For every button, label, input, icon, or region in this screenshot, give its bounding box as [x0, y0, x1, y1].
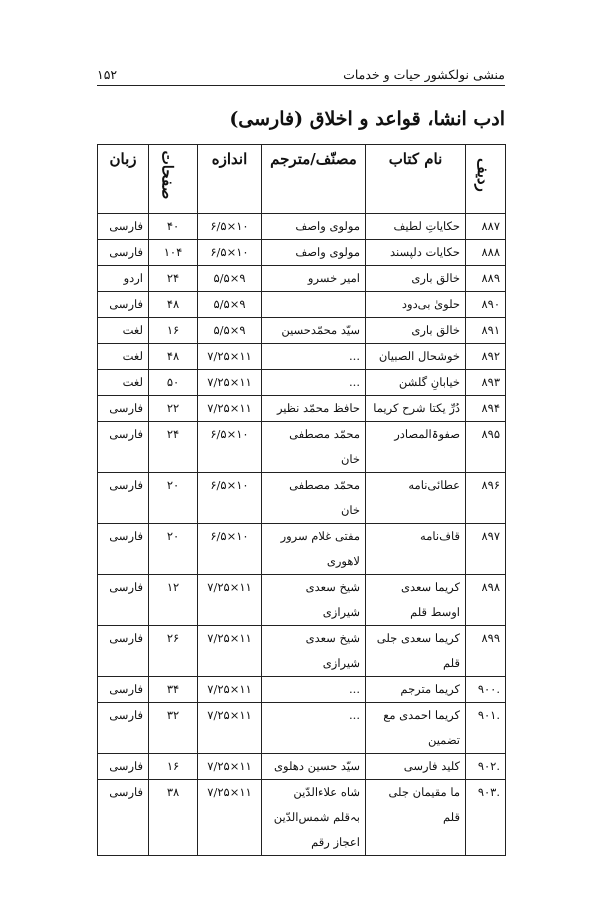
table-row: [98, 703, 506, 754]
table-row: [98, 266, 506, 292]
header-pages: صفحات: [149, 145, 198, 214]
cell-size: ۱۱×۷/۲۵: [198, 677, 262, 703]
cell-language: فارسی: [98, 524, 149, 575]
cell-author: ...: [262, 677, 366, 703]
cell-pages: ۱۶: [149, 318, 198, 344]
cell-language: فارسی: [98, 214, 149, 240]
cell-serial-number: ۸۹۳: [466, 370, 506, 396]
cell-pages: ۱۶: [149, 754, 198, 780]
section-title: ادب انشا، قواعد و اخلاق (فارسی): [229, 108, 505, 130]
cell-serial-number: ۸۹۴: [466, 396, 506, 422]
table-header-row: [98, 145, 506, 214]
running-head-title: منشی نولکشور حیات و خدمات: [343, 67, 505, 82]
table-row: [98, 524, 506, 575]
cell-size: ۱۱×۷/۲۵: [198, 754, 262, 780]
cell-book-title: کلید فارسی: [366, 754, 466, 780]
cell-book-title: حکایات دلپسند: [366, 240, 466, 266]
cell-pages: ۲۲: [149, 396, 198, 422]
cell-size: ۱۰×۶/۵: [198, 524, 262, 575]
table-row: [98, 214, 506, 240]
cell-size: ۱۰×۶/۵: [198, 240, 262, 266]
cell-language: فارسی: [98, 240, 149, 266]
header-language: زبان: [98, 145, 149, 214]
cell-language: فارسی: [98, 703, 149, 754]
cell-language: فارسی: [98, 626, 149, 677]
cell-size: ۱۱×۷/۲۵: [198, 626, 262, 677]
cell-book-title: دُرِّ یکتا شرح کریما: [366, 396, 466, 422]
cell-book-title: صفوۃالمصادر: [366, 422, 466, 473]
cell-size: ۹×۵/۵: [198, 318, 262, 344]
cell-language: اردو: [98, 266, 149, 292]
header-serial-number: ردیف: [466, 145, 506, 214]
cell-author: شیخ سعدی شیرازی: [262, 575, 366, 626]
cell-size: ۹×۵/۵: [198, 266, 262, 292]
cell-language: فارسی: [98, 396, 149, 422]
cell-pages: ۳۲: [149, 703, 198, 754]
cell-language: فارسی: [98, 754, 149, 780]
table-row: [98, 240, 506, 266]
running-head: [97, 64, 505, 86]
cell-pages: ۴۰: [149, 214, 198, 240]
cell-serial-number: .۹۰۱: [466, 703, 506, 754]
cell-serial-number: ۸۹۰: [466, 292, 506, 318]
cell-language: فارسی: [98, 677, 149, 703]
cell-serial-number: ۸۹۹: [466, 626, 506, 677]
cell-pages: ۳۸: [149, 780, 198, 856]
header-book-title: نام کتاب: [366, 145, 466, 214]
page-number: ۱۵۲: [97, 67, 118, 82]
cell-language: فارسی: [98, 473, 149, 524]
cell-serial-number: ۸۹۷: [466, 524, 506, 575]
cell-language: فارسی: [98, 780, 149, 856]
cell-author: امیر خسرو: [262, 266, 366, 292]
cell-book-title: عطائی‌نامه: [366, 473, 466, 524]
cell-author: مفتی غلام سرور لاهوری: [262, 524, 366, 575]
cell-size: ۱۰×۶/۵: [198, 214, 262, 240]
cell-serial-number: ۸۹۲: [466, 344, 506, 370]
cell-book-title: خوشحال الصبیان: [366, 344, 466, 370]
cell-pages: ۲۴: [149, 266, 198, 292]
cell-author: ...: [262, 344, 366, 370]
cell-size: ۱۱×۷/۲۵: [198, 575, 262, 626]
cell-book-title: حلویٰ بی‌دود: [366, 292, 466, 318]
table-row: [98, 396, 506, 422]
cell-pages: ۲۰: [149, 473, 198, 524]
cell-size: ۹×۵/۵: [198, 292, 262, 318]
cell-book-title: کریما سعدی اوسط قلم: [366, 575, 466, 626]
cell-serial-number: .۹۰۲: [466, 754, 506, 780]
cell-author: مولوی واصف: [262, 240, 366, 266]
cell-author: محمّد مصطفی خان: [262, 473, 366, 524]
table-row: [98, 677, 506, 703]
table-row: [98, 780, 506, 856]
table-row: [98, 318, 506, 344]
cell-size: ۱۱×۷/۲۵: [198, 780, 262, 856]
cell-serial-number: ۸۹۵: [466, 422, 506, 473]
cell-author: سیّد حسین دهلوی: [262, 754, 366, 780]
cell-book-title: خیابانِ گلشن: [366, 370, 466, 396]
cell-serial-number: ۸۹۶: [466, 473, 506, 524]
cell-pages: ۱۲: [149, 575, 198, 626]
cell-book-title: خالق باری: [366, 318, 466, 344]
cell-size: ۱۱×۷/۲۵: [198, 396, 262, 422]
cell-pages: ۱۰۴: [149, 240, 198, 266]
table-row: [98, 754, 506, 780]
cell-serial-number: ۸۹۱: [466, 318, 506, 344]
table-row: [98, 473, 506, 524]
cell-book-title: ما مقیمان جلی قلم: [366, 780, 466, 856]
table-row: [98, 575, 506, 626]
cell-language: فارسی: [98, 292, 149, 318]
table-row: [98, 344, 506, 370]
header-author: مصنّف/مترجم: [262, 145, 366, 214]
cell-author: سیّد محمّدحسین: [262, 318, 366, 344]
table-row: [98, 370, 506, 396]
cell-size: ۱۱×۷/۲۵: [198, 370, 262, 396]
cell-author: شیخ سعدی شیرازی: [262, 626, 366, 677]
cell-language: فارسی: [98, 575, 149, 626]
cell-pages: ۲۰: [149, 524, 198, 575]
table-row: [98, 292, 506, 318]
cell-author: ...: [262, 370, 366, 396]
cell-author: شاه علاءالدّین بہ‌قلم شمس‌الدّین اعجاز رقم: [262, 780, 366, 856]
cell-size: ۱۰×۶/۵: [198, 473, 262, 524]
cell-language: لغت: [98, 344, 149, 370]
cell-serial-number: ۸۸۸: [466, 240, 506, 266]
cell-author: مولوی واصف: [262, 214, 366, 240]
cell-pages: ۴۸: [149, 292, 198, 318]
cell-pages: ۵۰: [149, 370, 198, 396]
cell-language: فارسی: [98, 422, 149, 473]
cell-serial-number: .۹۰۰: [466, 677, 506, 703]
cell-size: ۱۱×۷/۲۵: [198, 703, 262, 754]
cell-size: ۱۰×۶/۵: [198, 422, 262, 473]
cell-pages: ۳۴: [149, 677, 198, 703]
cell-size: ۱۱×۷/۲۵: [198, 344, 262, 370]
cell-author: ...: [262, 703, 366, 754]
cell-serial-number: ۸۸۹: [466, 266, 506, 292]
cell-book-title: کریما احمدی مع تضمین: [366, 703, 466, 754]
cell-book-title: خالق باری: [366, 266, 466, 292]
cell-pages: ۴۸: [149, 344, 198, 370]
cell-serial-number: ۸۸۷: [466, 214, 506, 240]
table-row: [98, 422, 506, 473]
cell-serial-number: .۹۰۳: [466, 780, 506, 856]
table-body: [98, 214, 506, 856]
cell-book-title: قاف‌نامه: [366, 524, 466, 575]
cell-author: محمّد مصطفی خان: [262, 422, 366, 473]
table-row: [98, 626, 506, 677]
cell-book-title: کریما مترجم: [366, 677, 466, 703]
cell-serial-number: ۸۹۸: [466, 575, 506, 626]
cell-language: لغت: [98, 370, 149, 396]
cell-pages: ۲۶: [149, 626, 198, 677]
book-catalog-table: [97, 144, 506, 856]
cell-author: [262, 292, 366, 318]
cell-book-title: حکایاتِ لطیف: [366, 214, 466, 240]
cell-book-title: کریما سعدی جلی قلم: [366, 626, 466, 677]
cell-pages: ۲۴: [149, 422, 198, 473]
header-size: اندازه: [198, 145, 262, 214]
cell-language: لغت: [98, 318, 149, 344]
cell-author: حافظ محمّد نظیر: [262, 396, 366, 422]
